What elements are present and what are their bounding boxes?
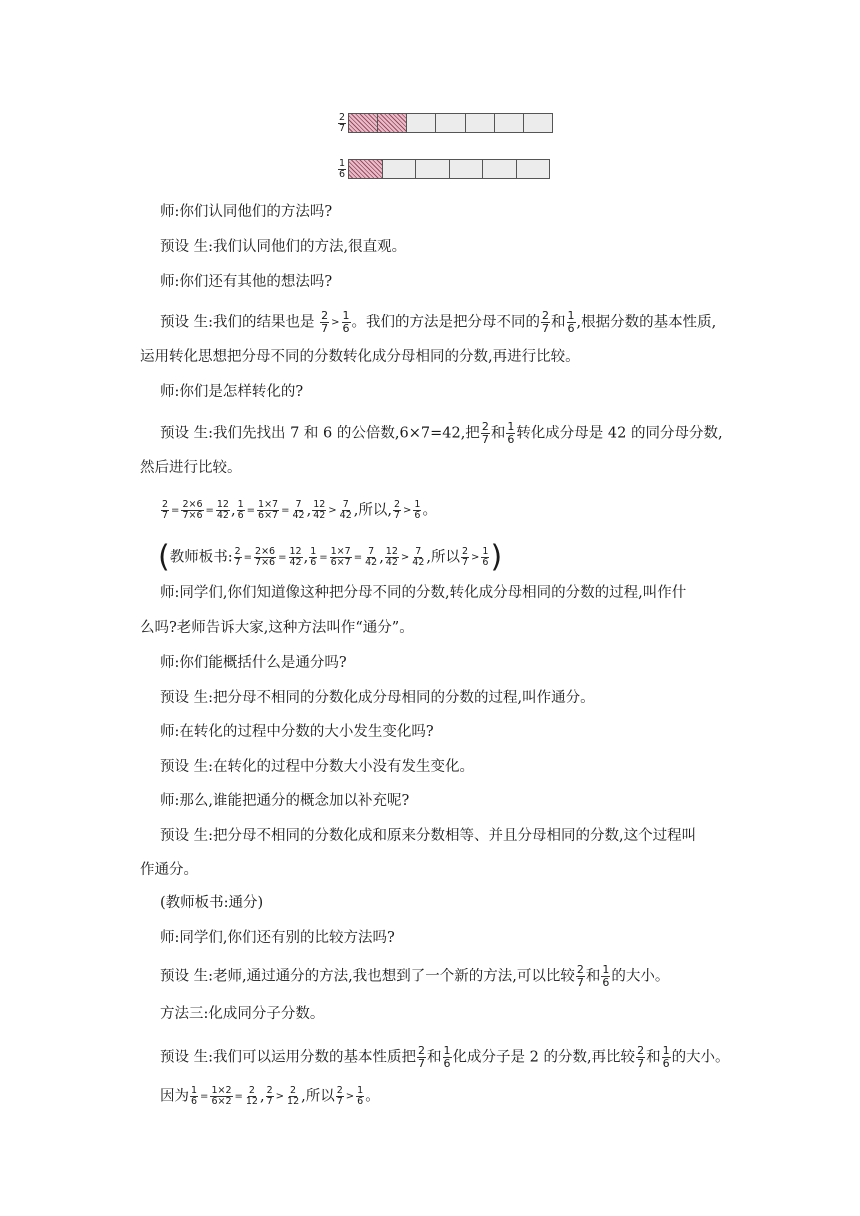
fraction: $\frac{1}{6}$ — [482, 546, 489, 568]
fraction: $\frac{12}{42}$ — [216, 499, 229, 521]
bar-cell — [436, 114, 465, 132]
fraction: $\frac{2}{7}$ — [393, 499, 401, 521]
line-teacher-q6: 师:在转化的过程中分数的大小发生变化吗? — [160, 724, 434, 740]
fraction: $\frac{1\times 7}{6\times 7}$ — [330, 546, 351, 568]
line-teacher-q1: 师:你们认同他们的方法吗? — [160, 204, 333, 220]
line-student-a3: 预设 生:我们先找出 7 和 6 的公倍数,6×7=42,把 $\frac{2}{7}$ 和 $\frac{1}{6}$ 转化成分母是 42 的同分母分数, — [160, 420, 723, 446]
bar-cell — [495, 114, 524, 132]
fraction: $\frac{1}{6}$ — [310, 546, 317, 568]
fraction: $\frac{1}{6}$ — [414, 499, 421, 521]
bar-cell-shaded — [349, 114, 378, 132]
fraction: $\frac{1}{6}$ — [357, 1085, 364, 1107]
fraction: $\frac{2}{7}$ — [234, 546, 241, 568]
fraction-bar-1-6 — [348, 159, 550, 179]
bar-cell — [416, 160, 450, 178]
line-board-note: (教师板书: $\frac{2}{7}$ = $\frac{2\times 6}{7\times 6}$ = $\frac{12}{42}$ , $\frac{1}{6}$ = $\frac{1\times 7}{6\times 7}$ = $\frac{7}{42}$ , $\frac{12}{42}$ > $\frac{7}{42}$ ,所以 $\frac{2}{7}$ > $\frac{1}{6}$ ) — [158, 539, 503, 575]
fraction: $\frac{7}{42}$ — [292, 499, 305, 521]
fraction: $\frac{2}{7}$ — [418, 1044, 425, 1070]
line-teacher-q4: 师:同学们,你们知道像这种把分母不同的分数,转化成分母相同的分数的过程,叫作什 — [160, 585, 687, 601]
line-equation: $\frac{2}{7}$ = $\frac{2\times 6}{7\times 6}$ = $\frac{12}{42}$ , $\frac{1}{6}$ = $\frac{1\times 7}{6\times 7}$ = $\frac{7}{42}$ , $\frac{12}{42}$ > $\frac{7}{42}$ ,所以, $\frac{2}{7}$ > $\frac{1}{6}$ 。 — [162, 499, 437, 521]
fraction: $\frac{2\times 6}{7\times 6}$ — [182, 499, 203, 521]
fraction: $\frac{1\times 7}{6\times 7}$ — [258, 499, 279, 521]
fraction: $\frac{2}{7}$ — [321, 309, 329, 335]
line-teacher-q7: 师:那么,谁能把通分的概念加以补充呢? — [160, 793, 410, 809]
fraction-bar-2-7 — [348, 113, 553, 133]
line-student-a1: 预设 生:我们认同他们的方法,很直观。 — [160, 239, 407, 255]
bar-cell — [407, 114, 436, 132]
line-teacher-q4-cont: 么吗?老师告诉大家,这种方法叫作“通分”。 — [140, 620, 414, 636]
fraction: $\frac{1}{6}$ — [662, 1044, 670, 1070]
fraction: $\frac{7}{42}$ — [412, 546, 425, 568]
fraction: $\frac{2}{7}$ — [576, 963, 584, 989]
fraction: $\frac{1}{6}$ — [507, 420, 515, 446]
line-teacher-q5: 师:你们能概括什么是通分吗? — [160, 655, 347, 671]
line-teacher-q3: 师:你们是怎样转化的? — [160, 384, 304, 400]
fraction: $\frac{1}{6}$ — [191, 1085, 198, 1107]
fraction: $\frac{1}{6}$ — [602, 963, 610, 989]
bar-cell-shaded — [349, 160, 383, 178]
line-student-a3-cont: 然后进行比较。 — [140, 460, 242, 476]
fraction: $\frac{12}{42}$ — [385, 546, 398, 568]
bar-cell — [450, 160, 484, 178]
fraction: $\frac{2}{7}$ — [481, 420, 489, 446]
line-student-a6: 预设 生:把分母不相同的分数化成和原来分数相等、并且分母相同的分数,这个过程叫 — [160, 828, 697, 844]
line-student-a7: 预设 生:老师,通过通分的方法,我也想到了一个新的方法,可以比较 $\frac{2}{7}$ 和 $\frac{1}{6}$ 的大小。 — [160, 963, 670, 989]
line-student-a6-cont: 作通分。 — [140, 862, 198, 878]
bar-label-2-7: $\frac{2}{7}$ — [339, 112, 346, 134]
fraction: $\frac{12}{42}$ — [313, 499, 326, 521]
bar-cell — [517, 160, 550, 178]
fraction: $\frac{2\times 6}{7\times 6}$ — [255, 546, 276, 568]
bar-label-1-6: $\frac{1}{6}$ — [339, 158, 346, 180]
line-teacher-q2: 师:你们还有其他的想法吗? — [160, 274, 333, 290]
fraction: $\frac{2}{7}$ — [336, 1085, 343, 1107]
fraction: $\frac{2}{7}$ — [162, 499, 169, 521]
line-student-a5: 预设 生:在转化的过程中分数大小没有发生变化。 — [160, 759, 474, 775]
fraction: $\frac{1}{6}$ — [342, 309, 350, 335]
line-student-a4: 预设 生:把分母不相同的分数化成分母相同的分数的过程,叫作通分。 — [160, 690, 595, 706]
line-method-three: 方法三:化成同分子分数。 — [160, 1006, 325, 1022]
line-because: 因为 $\frac{1}{6}$ = $\frac{1\times 2}{6\times 2}$ = $\frac{2}{12}$ , $\frac{2}{7}$ > $\frac{2}{12}$ ,所以 $\frac{2}{7}$ > $\frac{1}{6}$ 。 — [160, 1085, 380, 1107]
fraction: $\frac{1}{6}$ — [443, 1044, 451, 1070]
bar-cell — [383, 160, 417, 178]
line-board-note-2: (教师板书:通分) — [160, 895, 264, 911]
fraction: $\frac{2}{12}$ — [245, 1085, 258, 1107]
fraction: $\frac{7}{42}$ — [365, 546, 378, 568]
line-teacher-q8: 师:同学们,你们还有别的比较方法吗? — [160, 930, 395, 946]
fraction: $\frac{12}{42}$ — [289, 546, 302, 568]
bar-cell — [466, 114, 495, 132]
bar-cell — [483, 160, 517, 178]
fraction: $\frac{2}{12}$ — [287, 1085, 300, 1107]
fraction: $\frac{1}{6}$ — [567, 309, 575, 335]
fraction: $\frac{2}{7}$ — [637, 1044, 645, 1070]
fraction: $\frac{1\times 2}{6\times 2}$ — [211, 1085, 232, 1107]
fraction: $\frac{1}{6}$ — [237, 499, 244, 521]
fraction: $\frac{2}{7}$ — [542, 309, 549, 335]
bar-cell-shaded — [378, 114, 407, 132]
line-student-a2: 预设 生:我们的结果也是 $\frac{2}{7}$ > $\frac{1}{6}$ 。我们的方法是把分母不同的 $\frac{2}{7}$ 和 $\frac{1}{6}$ ,根据分数的基本性质, — [160, 309, 717, 335]
fraction: $\frac{2}{7}$ — [461, 546, 469, 568]
fraction: $\frac{7}{42}$ — [339, 499, 352, 521]
bar-cell — [524, 114, 552, 132]
line-student-a2-cont: 运用转化思想把分母不同的分数转化成分母相同的分数,再进行比较。 — [140, 349, 580, 365]
fraction: $\frac{2}{7}$ — [266, 1085, 273, 1107]
line-student-a8: 预设 生:我们可以运用分数的基本性质把 $\frac{2}{7}$ 和 $\frac{1}{6}$ 化成分子是 2 的分数,再比较 $\frac{2}{7}$ 和 $\frac{1}{6}$ 的大小。 — [160, 1044, 730, 1070]
